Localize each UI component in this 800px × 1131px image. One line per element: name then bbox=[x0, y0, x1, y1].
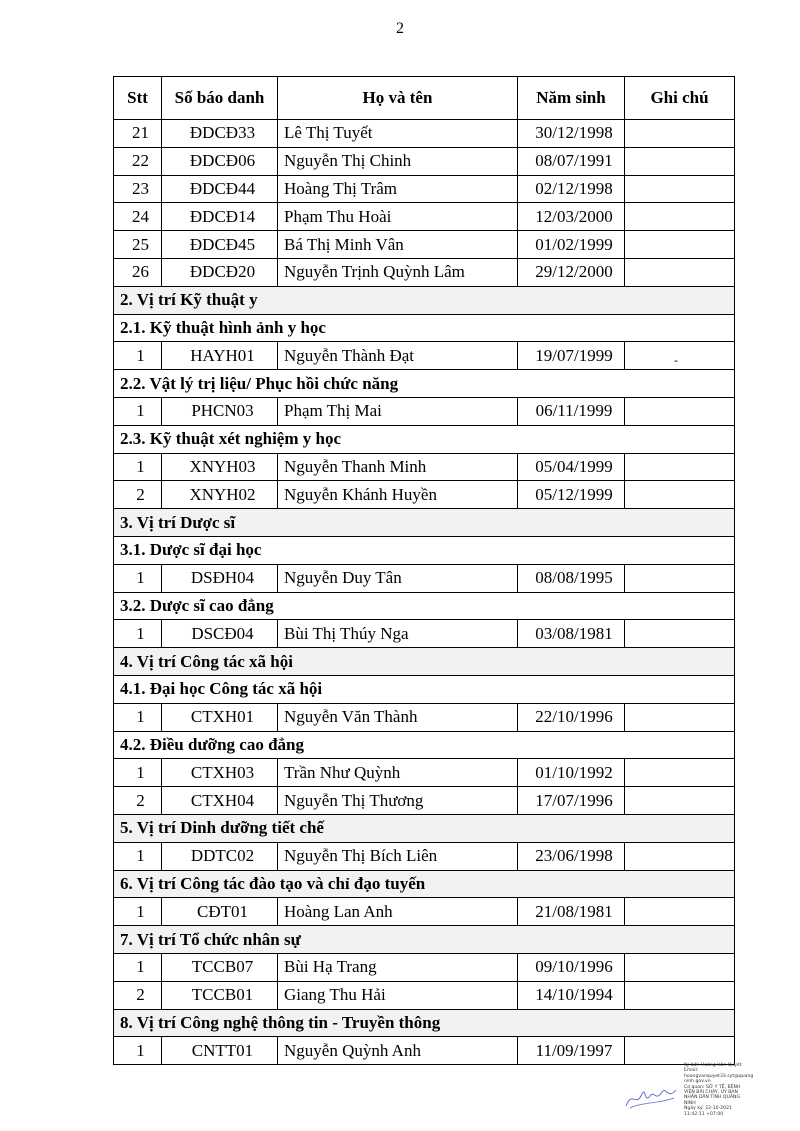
cell-name: Nguyễn Duy Tân bbox=[278, 564, 518, 592]
cell-stt: 21 bbox=[114, 120, 162, 148]
section-label: 6. Vị trí Công tác đào tạo và chỉ đạo tuyến bbox=[114, 870, 735, 898]
cell-note bbox=[625, 842, 735, 870]
cell-name: Phạm Thu Hoài bbox=[278, 203, 518, 231]
cell-dob: 19/07/1999 bbox=[518, 342, 625, 370]
cell-sbd: CTXH04 bbox=[162, 787, 278, 815]
cell-note bbox=[625, 453, 735, 481]
cell-sbd: XNYH02 bbox=[162, 481, 278, 509]
cell-sbd: ĐDCĐ20 bbox=[162, 258, 278, 286]
cell-sbd: CTXH03 bbox=[162, 759, 278, 787]
cell-name: Giang Thu Hải bbox=[278, 981, 518, 1009]
cell-stt: 1 bbox=[114, 1037, 162, 1065]
cell-stt: 1 bbox=[114, 453, 162, 481]
cell-name: Nguyễn Trịnh Quỳnh Lâm bbox=[278, 258, 518, 286]
cell-note bbox=[625, 787, 735, 815]
cell-name: Bùi Thị Thúy Nga bbox=[278, 620, 518, 648]
cell-sbd: CĐT01 bbox=[162, 898, 278, 926]
cell-dob: 05/12/1999 bbox=[518, 481, 625, 509]
cell-name: Hoàng Thị Trâm bbox=[278, 175, 518, 203]
digital-signature-block bbox=[684, 1063, 774, 1117]
cell-name: Nguyễn Quỳnh Anh bbox=[278, 1037, 518, 1065]
table-row bbox=[114, 981, 735, 1009]
cell-sbd: HAYH01 bbox=[162, 342, 278, 370]
subsection-label: 2.3. Kỹ thuật xét nghiệm y học bbox=[114, 425, 735, 453]
cell-dob: 12/03/2000 bbox=[518, 203, 625, 231]
signature-line: VIỆN BÃI CHÁY, ỦY BAN bbox=[684, 1090, 738, 1096]
cell-note bbox=[625, 1037, 735, 1065]
signature-line: 11:42:11 +07:00 bbox=[684, 1111, 724, 1117]
table-row bbox=[114, 564, 735, 592]
cell-dob: 01/10/1992 bbox=[518, 759, 625, 787]
cell-dob: 29/12/2000 bbox=[518, 258, 625, 286]
subsection-heading-row bbox=[114, 731, 735, 759]
cell-sbd: ĐDCĐ45 bbox=[162, 231, 278, 259]
cell-name: Trần Như Quỳnh bbox=[278, 759, 518, 787]
table-body bbox=[114, 120, 735, 1065]
cell-note bbox=[625, 258, 735, 286]
cell-dob: 21/08/1981 bbox=[518, 898, 625, 926]
cell-dob: 08/08/1995 bbox=[518, 564, 625, 592]
section-heading-row bbox=[114, 814, 735, 842]
page-number: 2 bbox=[396, 20, 404, 37]
signature-line: NINH bbox=[684, 1100, 696, 1106]
section-label: 3. Vị trí Dược sĩ bbox=[114, 509, 735, 537]
cell-name: Nguyễn Khánh Huyền bbox=[278, 481, 518, 509]
cell-name: Bá Thị Minh Vân bbox=[278, 231, 518, 259]
table-row bbox=[114, 842, 735, 870]
cell-sbd: CNTT01 bbox=[162, 1037, 278, 1065]
cell-note bbox=[625, 397, 735, 425]
subsection-label: 2.2. Vật lý trị liệu/ Phục hồi chức năng bbox=[114, 370, 735, 398]
cell-dob: 08/07/1991 bbox=[518, 147, 625, 175]
cell-sbd: CTXH01 bbox=[162, 703, 278, 731]
subsection-heading-row bbox=[114, 370, 735, 398]
subsection-heading-row bbox=[114, 425, 735, 453]
cell-sbd: TCCB07 bbox=[162, 953, 278, 981]
subsection-heading-row bbox=[114, 675, 735, 703]
cell-note bbox=[625, 147, 735, 175]
cell-note bbox=[625, 759, 735, 787]
cell-sbd: DDTC02 bbox=[162, 842, 278, 870]
subsection-heading-row bbox=[114, 536, 735, 564]
table-row bbox=[114, 342, 735, 370]
stray-dash-mark: - bbox=[674, 353, 678, 367]
cell-stt: 1 bbox=[114, 703, 162, 731]
cell-dob: 22/10/1996 bbox=[518, 703, 625, 731]
table-row bbox=[114, 481, 735, 509]
signature-scribble-icon bbox=[622, 1082, 680, 1112]
table-row bbox=[114, 898, 735, 926]
cell-note bbox=[625, 342, 735, 370]
cell-note bbox=[625, 898, 735, 926]
cell-note bbox=[625, 203, 735, 231]
cell-dob: 23/06/1998 bbox=[518, 842, 625, 870]
cell-stt: 1 bbox=[114, 842, 162, 870]
cell-dob: 30/12/1998 bbox=[518, 120, 625, 148]
cell-note bbox=[625, 175, 735, 203]
cell-dob: 05/04/1999 bbox=[518, 453, 625, 481]
cell-stt: 26 bbox=[114, 258, 162, 286]
table-row bbox=[114, 703, 735, 731]
signature-line: Cơ quan: SỞ Y TẾ, BỆNH bbox=[684, 1084, 741, 1090]
section-heading-row bbox=[114, 286, 735, 314]
cell-sbd: PHCN03 bbox=[162, 397, 278, 425]
table-row bbox=[114, 759, 735, 787]
cell-dob: 09/10/1996 bbox=[518, 953, 625, 981]
cell-stt: 23 bbox=[114, 175, 162, 203]
cell-sbd: ĐDCĐ44 bbox=[162, 175, 278, 203]
cell-stt: 1 bbox=[114, 397, 162, 425]
subsection-heading-row bbox=[114, 314, 735, 342]
cell-dob: 01/02/1999 bbox=[518, 231, 625, 259]
table-header-row bbox=[114, 77, 735, 120]
signature-line: ninh.gov.vn bbox=[684, 1079, 711, 1085]
section-label: 5. Vị trí Dinh dưỡng tiết chế bbox=[114, 814, 735, 842]
cell-name: Hoàng Lan Anh bbox=[278, 898, 518, 926]
cell-dob: 02/12/1998 bbox=[518, 175, 625, 203]
candidate-table bbox=[113, 76, 735, 1065]
section-label: 8. Vị trí Công nghệ thông tin - Truyền thông bbox=[114, 1009, 735, 1037]
signature-line: Ngày ký: 22-10-2021 bbox=[684, 1106, 732, 1112]
cell-sbd: ĐDCĐ14 bbox=[162, 203, 278, 231]
cell-dob: 06/11/1999 bbox=[518, 397, 625, 425]
cell-name: Nguyễn Thị Thương bbox=[278, 787, 518, 815]
section-label: 7. Vị trí Tổ chức nhân sự bbox=[114, 926, 735, 954]
table-row bbox=[114, 620, 735, 648]
cell-stt: 1 bbox=[114, 620, 162, 648]
cell-stt: 2 bbox=[114, 481, 162, 509]
cell-name: Phạm Thị Mai bbox=[278, 397, 518, 425]
table-row bbox=[114, 953, 735, 981]
cell-name: Nguyễn Thị Bích Liên bbox=[278, 842, 518, 870]
cell-name: Lê Thị Tuyết bbox=[278, 120, 518, 148]
cell-name: Nguyễn Thanh Minh bbox=[278, 453, 518, 481]
table-row bbox=[114, 147, 735, 175]
cell-stt: 2 bbox=[114, 981, 162, 1009]
section-label: 2. Vị trí Kỹ thuật y bbox=[114, 286, 735, 314]
signature-line: Ký bởi: Hoàng Văn Quyết bbox=[684, 1063, 742, 1068]
cell-stt: 1 bbox=[114, 898, 162, 926]
signature-line: hoangvanquyet33.syt@quang bbox=[684, 1073, 754, 1079]
cell-name: Nguyễn Thành Đạt bbox=[278, 342, 518, 370]
cell-dob: 03/08/1981 bbox=[518, 620, 625, 648]
cell-sbd: DSĐH04 bbox=[162, 564, 278, 592]
table-row bbox=[114, 120, 735, 148]
col-header-name: Họ và tên bbox=[278, 77, 518, 120]
cell-note bbox=[625, 231, 735, 259]
cell-note bbox=[625, 953, 735, 981]
cell-note bbox=[625, 564, 735, 592]
cell-stt: 25 bbox=[114, 231, 162, 259]
signature-line: NHÂN DÂN TỈNH QUẢNG bbox=[684, 1095, 741, 1101]
col-header-stt: Stt bbox=[114, 77, 162, 120]
table-row bbox=[114, 787, 735, 815]
col-header-sbd: Số báo danh bbox=[162, 77, 278, 120]
subsection-label: 3.1. Dược sĩ đại học bbox=[114, 536, 735, 564]
cell-name: Bùi Hạ Trang bbox=[278, 953, 518, 981]
cell-sbd: ĐDCĐ06 bbox=[162, 147, 278, 175]
subsection-label: 4.1. Đại học Công tác xã hội bbox=[114, 675, 735, 703]
cell-note bbox=[625, 481, 735, 509]
cell-name: Nguyễn Thị Chinh bbox=[278, 147, 518, 175]
table-row bbox=[114, 1037, 735, 1065]
section-heading-row bbox=[114, 926, 735, 954]
section-heading-row bbox=[114, 648, 735, 676]
section-heading-row bbox=[114, 1009, 735, 1037]
table-row bbox=[114, 203, 735, 231]
col-header-dob: Năm sinh bbox=[518, 77, 625, 120]
cell-note bbox=[625, 120, 735, 148]
subsection-label: 2.1. Kỹ thuật hình ảnh y học bbox=[114, 314, 735, 342]
cell-stt: 1 bbox=[114, 953, 162, 981]
subsection-label: 3.2. Dược sĩ cao đẳng bbox=[114, 592, 735, 620]
cell-note bbox=[625, 620, 735, 648]
cell-stt: 22 bbox=[114, 147, 162, 175]
section-label: 4. Vị trí Công tác xã hội bbox=[114, 648, 735, 676]
table-row bbox=[114, 231, 735, 259]
cell-dob: 17/07/1996 bbox=[518, 787, 625, 815]
subsection-label: 4.2. Điều dưỡng cao đẳng bbox=[114, 731, 735, 759]
table-row bbox=[114, 453, 735, 481]
cell-note bbox=[625, 981, 735, 1009]
cell-note bbox=[625, 703, 735, 731]
subsection-heading-row bbox=[114, 592, 735, 620]
section-heading-row bbox=[114, 870, 735, 898]
cell-stt: 1 bbox=[114, 342, 162, 370]
cell-name: Nguyễn Văn Thành bbox=[278, 703, 518, 731]
section-heading-row bbox=[114, 509, 735, 537]
cell-sbd: DSCĐ04 bbox=[162, 620, 278, 648]
table-row bbox=[114, 397, 735, 425]
cell-sbd: TCCB01 bbox=[162, 981, 278, 1009]
cell-stt: 1 bbox=[114, 564, 162, 592]
table-row bbox=[114, 175, 735, 203]
table-row bbox=[114, 258, 735, 286]
cell-stt: 1 bbox=[114, 759, 162, 787]
cell-stt: 2 bbox=[114, 787, 162, 815]
cell-sbd: XNYH03 bbox=[162, 453, 278, 481]
cell-stt: 24 bbox=[114, 203, 162, 231]
signature-line: Email: bbox=[684, 1068, 699, 1074]
cell-dob: 11/09/1997 bbox=[518, 1037, 625, 1065]
cell-sbd: ĐDCĐ33 bbox=[162, 120, 278, 148]
col-header-note: Ghi chú bbox=[625, 77, 735, 120]
cell-dob: 14/10/1994 bbox=[518, 981, 625, 1009]
